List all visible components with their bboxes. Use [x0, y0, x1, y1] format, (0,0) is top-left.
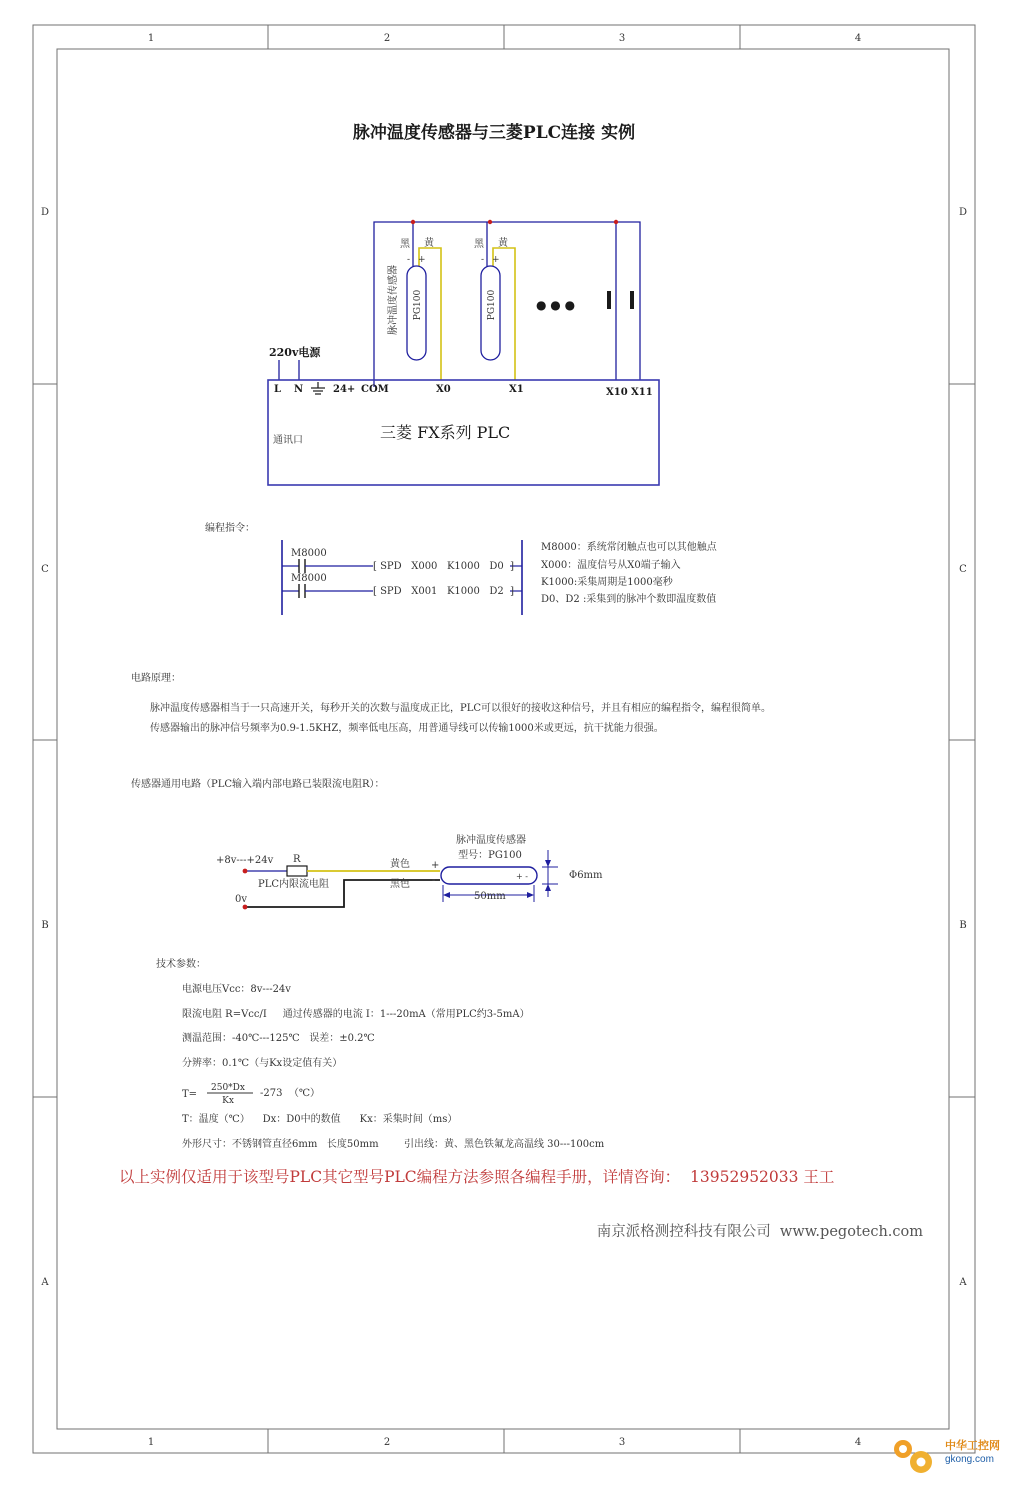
wire-yellow-label: 黄: [498, 238, 508, 249]
terminal-label: L: [274, 384, 282, 395]
col-label-bottom: 2: [383, 1437, 391, 1448]
col-label-top: 3: [618, 33, 626, 44]
switch-x10: [607, 291, 611, 309]
supply-label: +8v---+24v: [216, 855, 274, 866]
resistor-desc: PLC内限流电阻: [258, 879, 330, 890]
principle-line: 传感器输出的脉冲信号频率为0.9-1.5KHZ，频率低电压高，用普通导线可以传输1000米或更远，抗干扰能力很强。: [150, 723, 664, 734]
footer-company: 南京派格测控科技有限公司 www.pegotech.com: [596, 1224, 923, 1240]
power-label: 220v电源: [269, 346, 321, 359]
program-note: D0、D2 :采集到的脉冲个数即温度数值: [541, 594, 717, 605]
row-label-left: C: [41, 564, 49, 575]
terminal-label: X11: [631, 387, 653, 398]
terminal-label: X1: [509, 384, 524, 395]
gear-icon: [894, 1440, 932, 1473]
program-note: M8000：系统常闭触点也可以其他触点: [541, 542, 717, 553]
sensor-model-2: PG100: [487, 289, 497, 321]
spec-line: 电源电压Vcc：8v---24v: [182, 984, 291, 995]
terminal-label: X10: [606, 387, 628, 398]
tech-specs: [156, 957, 605, 1150]
rung-contact: M8000: [291, 573, 327, 584]
formula-lhs: T=: [182, 1089, 198, 1100]
row-label-right: D: [958, 207, 968, 218]
spec-line: 测温范围：-40℃---125℃ 误差：±0.2℃: [182, 1033, 375, 1044]
wire-black-label: 黑: [474, 239, 484, 250]
polarity-minus: -: [432, 875, 436, 886]
wire-yellow-label: 黄: [424, 238, 434, 249]
diameter-label: Φ6mm: [569, 870, 603, 881]
terminal-label: X0: [436, 384, 451, 395]
ground-label: 0v: [235, 894, 248, 905]
sensor-circuit: [216, 833, 603, 909]
spec-line: 分辨率：0.1℃（与Kx设定值有关）: [182, 1058, 343, 1069]
row-label-right: C: [959, 564, 967, 575]
principle-heading: 电路原理：: [131, 673, 181, 684]
spec-line: T：温度（℃） Dx：D0中的数值 Kx：采集时间（ms）: [182, 1114, 458, 1125]
program-note: X000：温度信号从X0端子输入: [541, 560, 681, 571]
sensor-title: 脉冲温度传感器: [456, 835, 526, 846]
length-label: 50mm: [474, 891, 506, 902]
circuit-heading: 传感器通用电路（PLC输入端内部电路已装限流电阻R）：: [131, 779, 385, 790]
page-title: 脉冲温度传感器与三菱PLC连接 实例: [352, 123, 636, 143]
inner-border: [57, 49, 949, 1429]
rung-instruction: [ SPD X001 K1000 D2 ]: [373, 586, 515, 597]
formula-denominator: Kx: [222, 1096, 234, 1106]
program-heading: 编程指令：: [205, 523, 255, 534]
resistor-r: [287, 866, 307, 876]
wire-black-label: 黑: [400, 239, 410, 250]
rung-instruction: [ SPD X000 K1000 D0 ]: [373, 561, 515, 572]
spec-line: 外形尺寸：不锈钢管直径6mm 长度50mm 引出线：黄、黑色铁氟龙高温线 30---100cm: [182, 1139, 605, 1150]
comm-port-label: 通讯口: [273, 435, 303, 446]
watermark-url: gkong.com: [945, 1454, 994, 1465]
switch-x11: [630, 291, 634, 309]
ground-icon: [311, 382, 325, 394]
row-label-left: B: [41, 920, 49, 931]
plc-title: 三菱 FX系列 PLC: [380, 423, 511, 442]
wiring-diagram: [268, 220, 659, 485]
col-label-bottom: 1: [147, 1437, 155, 1448]
row-label-left: D: [40, 207, 50, 218]
col-label-top: 2: [383, 33, 391, 44]
specs-heading: 技术参数：: [156, 959, 206, 970]
resistor-label: R: [293, 854, 301, 865]
formula-numerator: 250*Dx: [211, 1083, 245, 1093]
terminal-label: COM: [361, 384, 389, 395]
polarity-plus: +: [431, 860, 440, 871]
row-label-right: B: [959, 920, 967, 931]
watermark-name: 中华工控网: [945, 1440, 1000, 1452]
watermark: [894, 1438, 1000, 1473]
rung-contact: M8000: [291, 548, 327, 559]
principle-line: 脉冲温度传感器相当于一只高速开关，每秒开关的次数与温度成正比，PLC可以很好的接收这种信号，并且有相应的编程指令，编程很简单。: [150, 703, 772, 714]
ladder-program: [205, 521, 718, 615]
col-label-top: 4: [854, 33, 862, 44]
terminal-label: 24+: [333, 384, 356, 395]
sensor-mark: + -: [516, 872, 528, 881]
yellow-wire-label: 黄色: [390, 859, 410, 870]
polarity-plus: +: [418, 255, 426, 265]
col-label-top: 1: [147, 33, 155, 44]
polarity-minus: -: [407, 255, 411, 265]
row-label-right: A: [959, 1277, 967, 1288]
sensor-side-label: 脉冲温度传感器: [388, 265, 399, 335]
col-label-bottom: 4: [854, 1437, 862, 1448]
spec-line: 限流电阻 R=Vcc/I 通过传感器的电流 I：1---20mA（常用PLC约3-5mA）: [182, 1009, 530, 1020]
formula-rhs: -273 （℃）: [260, 1088, 321, 1099]
program-note: K1000:采集周期是1000毫秒: [541, 577, 673, 588]
polarity-minus: -: [481, 255, 485, 265]
black-wire-label: 黑色: [390, 879, 410, 890]
row-label-left: A: [41, 1277, 49, 1288]
polarity-plus: +: [492, 255, 500, 265]
footer-note: 以上实例仅适用于该型号PLC其它型号PLC编程方法参照各编程手册，详情咨询： 13952952033 王工: [119, 1168, 835, 1186]
col-label-bottom: 3: [618, 1437, 626, 1448]
more-sensors-dots: ● ● ●: [536, 298, 576, 312]
terminal-label: N: [294, 384, 304, 395]
sensor-model: 型号：PG100: [458, 850, 522, 861]
sensor-model-1: PG100: [413, 289, 423, 321]
